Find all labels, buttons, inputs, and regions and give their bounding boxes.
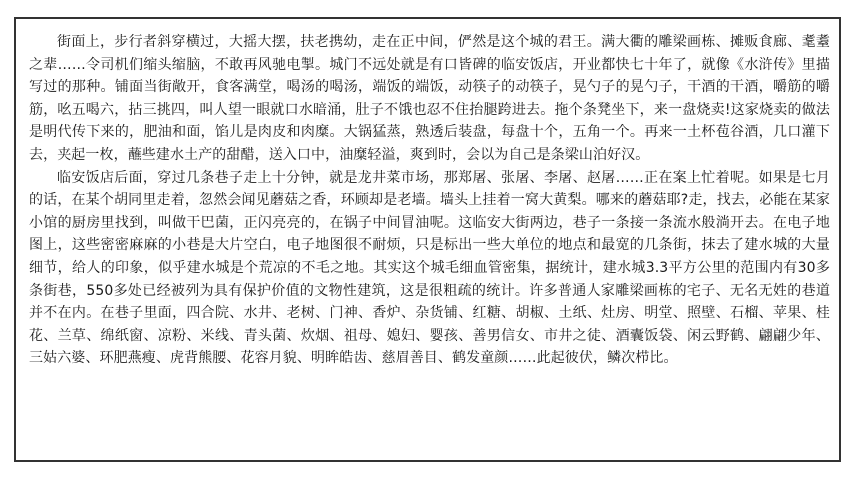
text-frame [14, 17, 841, 462]
paragraph-1: 街面上，步行者斜穿横过，大摇大摆，扶老携幼，走在正中间，俨然是这个城的君王。满大衢的雕梁画栋、摊贩食廊、耄耋之辈……令司机们缩头缩脑，不敢再风驰电掣。城门不远处就是有口皆碑的临安饭店，开业都快七十年了，就像《水浒传》里描写过的那种。铺面当街敞开，食客满堂，喝汤的喝汤，端饭的端饭，动筷子的动筷子，晃勺子的晃勺子，干酒的干酒，嚼筋的嚼筋，吆五喝六，拈三挑四，叫人望一眼就口水暗涌，肚子不饿也忍不住抬腿跨进去。拖个条凳坐下，来一盘烧卖!这家烧卖的做法是明代传下来的，肥油和面，馅儿是肉皮和肉糜。大锅猛蒸，熟透后装盘，每盘十个，五角一个。再来一土杯苞谷酒，几口灌下去，夹起一枚，蘸些建水土产的甜醋，送入口中，油糜轻溢，爽到时，会以为自己是条梁山泊好汉。 [29, 34, 830, 163]
paragraph-2: 临安饭店后面，穿过几条巷子走上十分钟，就是龙井菜市场，那郑屠、张屠、李屠、赵屠……正在案上忙着呢。如果是七月的话，在某个胡同里走着，忽然会闻见蘑菇之香，环顾却是老墙。墙头上挂着一窝大黄梨。哪来的蘑菇耶?走，找去，必能在某家小馆的厨房里找到，叫做干巴菌，正闪亮亮的，在锅子中间冒油呢。这临安大街两边，巷子一条接一条流水般淌开去。在电子地图上，这些密密麻麻的小巷是大片空白，电子地图很不耐烦，只是标出一些大单位的地点和最宽的几条街，抹去了建水城的大量细节，给人的印象，似乎建水城是个荒凉的不毛之地。其实这个城毛细血管密集，据统计，建水城3.3平方公里的范围内有30多条街巷，550多处已经被列为具有保护价值的文物性建筑，这是很粗疏的统计。许多普通人家雕梁画栋的宅子、无名无姓的巷道并不在内。在巷子里面，四合院、水井、老树、门神、香炉、杂货铺、红糖、胡椒、土纸、灶房、明堂、照壁、石榴、苹果、桂花、兰草、绵纸窗、凉粉、米线、青头菌、炊烟、祖母、媳妇、婴孩、善男信女、市井之徒、酒囊饭袋、闲云野鹤、翩翩少年、三姑六婆、环肥燕瘦、虎背熊腰、花容月貌、明眸皓齿、慈眉善目、鹤发童颜……此起彼伏，鳞次栉比。 [29, 169, 830, 367]
article-body [29, 31, 830, 370]
